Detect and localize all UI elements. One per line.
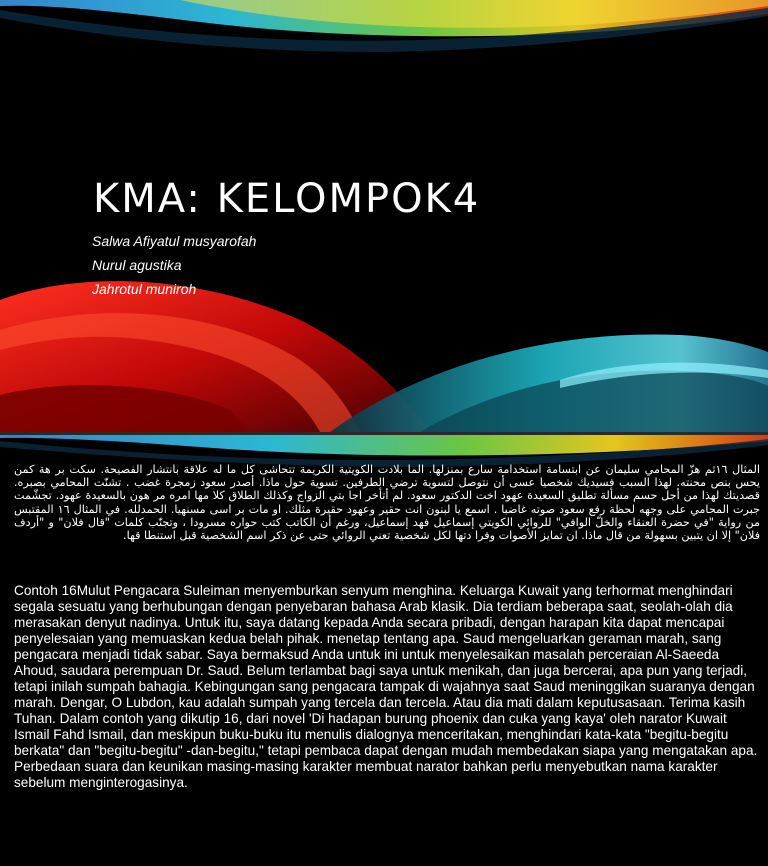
member-name: Nurul agustika [92, 257, 182, 273]
member-name: Jahrotul muniroh [92, 281, 197, 297]
member-list [92, 229, 256, 301]
title-slide [0, 0, 768, 432]
indonesian-translation: Contoh 16Mulut Pengacara Suleiman menyemburkan senyum menghina. Keluarga Kuwait yang terhormat menghindari segala sesuatu yang berhubungan dengan penyebaran bahasa Arab klasik. Dia terdiam beberapa saat, seolah-olah dia merasakan denyut nadinya. Untuk itu, saya datang kepada Anda secara pribadi, dengan harapan kita dapat mencapai penyelesaian yang memuaskan kedua belah pihak. menetap tentang apa. Saud mengeluarkan geraman marah, sang pengacara menjadi tidak sabar. Saya bermaksud Anda untuk ini untuk menyelesaikan masalah perceraian Al-Saeeda Ahoud, saudara perempuan Dr. Saud. Belum terlambat bagi saya untuk menikah, dan juga bercerai, apa pun yang terjadi, tetapi inilah sumpah bahagia. Kebingungan sang pengacara tampak di wajahnya saat Saud meninggikan suaranya dengan marah. Dengar, O Lubdon, kau adalah sumpah yang tercela dan tercela. Atau dia mati dalam keputusasaan. Terima kasih Tuhan. Dalam contoh yang dikutip 16, dari novel 'Di hadapan burung phoenix dan cuka yang kaya' oleh narator Kuwait Ismail Fahd Ismail, dan meskipun buku-buku itu menulis dialognya menceritakan, menghindari kata-kata "begitu-begitu berkata" dan "begitu-begitu" -dan-begitu," tetapi pembaca dapat dengan mudah membedakan siapa yang mengatakan apa. Perbedaan suara dan keunikan masing-masing karakter membuat narator bahkan perlu menyebutkan nama karakter sebelum menginterogasinya. [14, 583, 758, 790]
member-name: Salwa Afiyatul musyarofah [92, 233, 257, 249]
arabic-passage: المثال ١٦ثم هزّ المحامي سليمان عن ابتسامة استخدامة سارع بمنزلها. الما بلادت الكويتية الكريمة تتحاشى كل ما له علاقة بانتشار الفصيحة. سكت بر هة كمن يحس بنص محنته. لهذا السبب فسيديك شخصيا عسى أن نتوصل لتسوية ترضي الطرفين. تسوية حول ماذا. أصدر سعود زمجرة غضب . تشنّت المحامي بصبره. قصديتك لهذا من أجل حسم مسألة تطليق السعيدة عهود اخت الدكتور سعود. لم أتأخر اجا بتي الزواج وكذلك الطلاق كلا مها امره مر هون بالسعيدة عهود. تجشّمت جبرت المحامي على وجهه لحظة رفع سعود صوته غاضبا . اسمع يا لبنون انت حقير وعهود حقيرة مثلك. او مات بر اسى مسنهيا. الحمدلله. في المثال ١٦ المقتبس من رواية "في حضرة العنقاء والخلّ الوافي" للروائي الكويتي إسماعيل فهد إسماعيل، ورغم أن الكاتب كتب حواره مسرودا ، وتجنّب كلمات "قال فلان" و "أردف فلان" إلا ان يتبين بسهولة من قال ماذا. ان تمايز الأصوات وفرا دتها لكل شخصية تعني الروائي حتى عن ذكر اسم الشخصية قبل استنطا قها. [14, 463, 760, 543]
slide-title: KMA: KELOMPOK4 [93, 176, 481, 222]
content-slide [0, 435, 768, 866]
